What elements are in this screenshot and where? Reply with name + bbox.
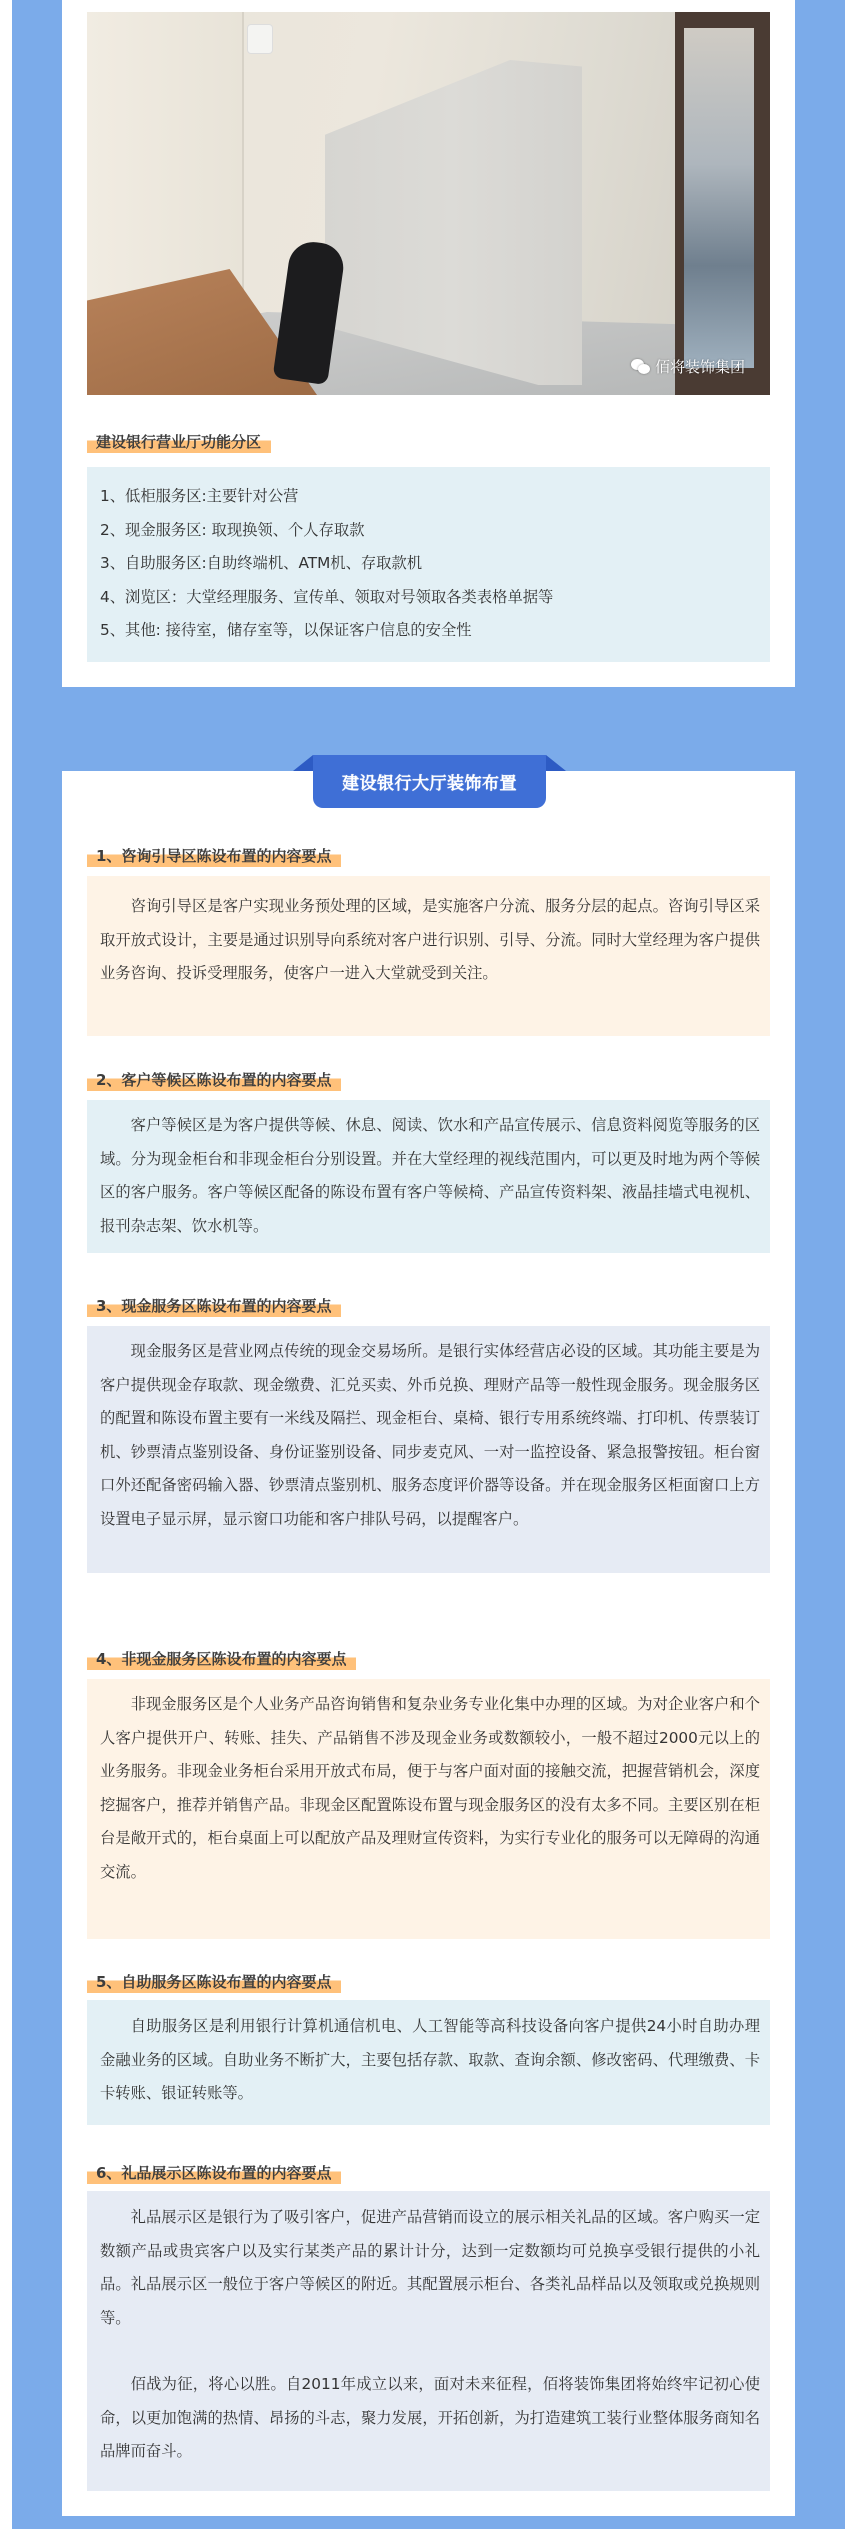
list-item: 2、现金服务区: 取现换领、个人存取款	[100, 520, 365, 539]
list-item: 5、其他: 接待室，储存室等，以保证客户信息的安全性	[100, 621, 472, 639]
section-heading: 6、礼品展示区陈设布置的内容要点	[87, 2163, 341, 2184]
section-paragraph: 礼品展示区是银行为了吸引客户，促进产品营销而设立的展示相关礼品的区域。客户购买一定数额产品或贵宾客户以及实行某类产品的累计计分，达到一定数额均可兑换享受银行提供的小礼品。礼品展示区一般位于客户等候区的附近。其配置展示柜台、各类礼品样品以及领取或兑换规则等。	[100, 2208, 760, 2327]
functional-zones-heading: 建设银行营业厅功能分区	[87, 432, 271, 453]
photo-doorway-view	[684, 28, 754, 368]
office-storage-photo	[87, 12, 770, 395]
section-paragraph: 非现金服务区是个人业务产品咨询销售和复杂业务专业化集中办理的区域。为对企业客户和个人客户提供开户、转账、挂失、产品销售不涉及现金业务或数额较小，一般不超过2000元以上的业务服务。非现金业务柜台采用开放式布局，便于与客户面对面的接触交流，把握营销机会，深度挖掘客户，推荐并销售产品。非现金区配置陈设布置与现金服务区的没有太多不同。主要区别在柜台是敞开式的，柜台桌面上可以配放产品及理财宣传资料，为实行专业化的服务可以无障碍的沟通交流。	[100, 1695, 760, 1881]
section-body	[87, 2000, 770, 2125]
section-heading: 2、客户等候区陈设布置的内容要点	[87, 1070, 341, 1091]
watermark-text: 佰将装饰集团	[654, 358, 745, 376]
section-heading: 5、自助服务区陈设布置的内容要点	[87, 1972, 341, 1993]
list-item: 1、低柜服务区:主要针对公营	[100, 487, 299, 505]
section-paragraph: 现金服务区是营业网点传统的现金交易场所。是银行实体经营店必设的区域。其功能主要是为客户提供现金存取款、现金缴费、汇兑买卖、外币兑换、理财产品等一般性现金服务。现金服务区的配置和陈设布置主要有一米线及隔拦、现金柜台、桌椅、银行专用系统终端、打印机、传票装订机、钞票清点鉴别设备、身份证鉴别设备、同步麦克风、一对一监控设备、紧急报警按钮。柜台窗口外还配备密码输入器、钞票清点鉴别机、服务态度评价器等设备。并在现金服务区柜面窗口上方设置电子显示屏，显示窗口功能和客户排队号码，以提醒客户。	[100, 1342, 760, 1528]
list-item: 3、自助服务区:自助终端机、ATM机、存取款机	[100, 554, 423, 572]
section-heading: 4、非现金服务区陈设布置的内容要点	[87, 1649, 356, 1670]
section-body	[87, 1326, 770, 1573]
section-body	[87, 1100, 770, 1253]
section-body	[87, 2191, 770, 2491]
section-heading: 3、现金服务区陈设布置的内容要点	[87, 1296, 341, 1317]
list-item: 4、浏览区：大堂经理服务、宣传单、领取对号领取各类表格单据等	[100, 587, 554, 606]
functional-zones-list	[87, 467, 770, 662]
section-paragraph: 咨询引导区是客户实现业务预处理的区域，是实施客户分流、服务分层的起点。咨询引导区采取开放式设计，主要是通过识别导向系统对客户进行识别、引导、分流。同时大堂经理为客户提供业务咨询、投诉受理服务，使客户一进入大堂就受到关注。	[100, 897, 760, 982]
section-paragraph: 客户等候区是为客户提供等候、休息、阅读、饮水和产品宣传展示、信息资料阅览等服务的区域。分为现金柜台和非现金柜台分别设置。并在大堂经理的视线范围内，可以更及时地为两个等候区的客户服务。客户等候区配备的陈设布置有客户等候椅、产品宣传资料架、液晶挂墙式电视机、报刊杂志架、饮水机等。	[100, 1116, 760, 1235]
banner-title: 建设银行大厅装饰布置	[313, 755, 546, 808]
section-body	[87, 876, 770, 1036]
wechat-icon	[631, 359, 651, 375]
hall-decoration-card	[62, 771, 795, 2516]
photo-wall-corner	[242, 12, 244, 312]
section-banner	[293, 755, 566, 808]
banner-fold-right	[546, 755, 566, 771]
section-body	[87, 1679, 770, 1939]
banner-fold-left	[293, 755, 313, 771]
photo-cabinet	[325, 60, 582, 385]
photo-watermark	[631, 356, 745, 377]
functional-zones-card	[62, 0, 795, 687]
photo-emergency-light	[247, 24, 273, 54]
section-heading: 1、咨询引导区陈设布置的内容要点	[87, 846, 341, 867]
closing-paragraph: 佰战为征，将心以胜。自2011年成立以来，面对未来征程，佰将装饰集团将始终牢记初心使命，以更加饱满的热情、昂扬的斗志，聚力发展，开拓创新，为打造建筑工装行业整体服务商知名品牌而奋斗。	[100, 2375, 760, 2460]
section-paragraph: 自助服务区是利用银行计算机通信机电、人工智能等高科技设备向客户提供24小时自助办理金融业务的区域。自助业务不断扩大，主要包括存款、取款、查询余额、修改密码、代理缴费、卡卡转账、银证转账等。	[100, 2017, 760, 2102]
